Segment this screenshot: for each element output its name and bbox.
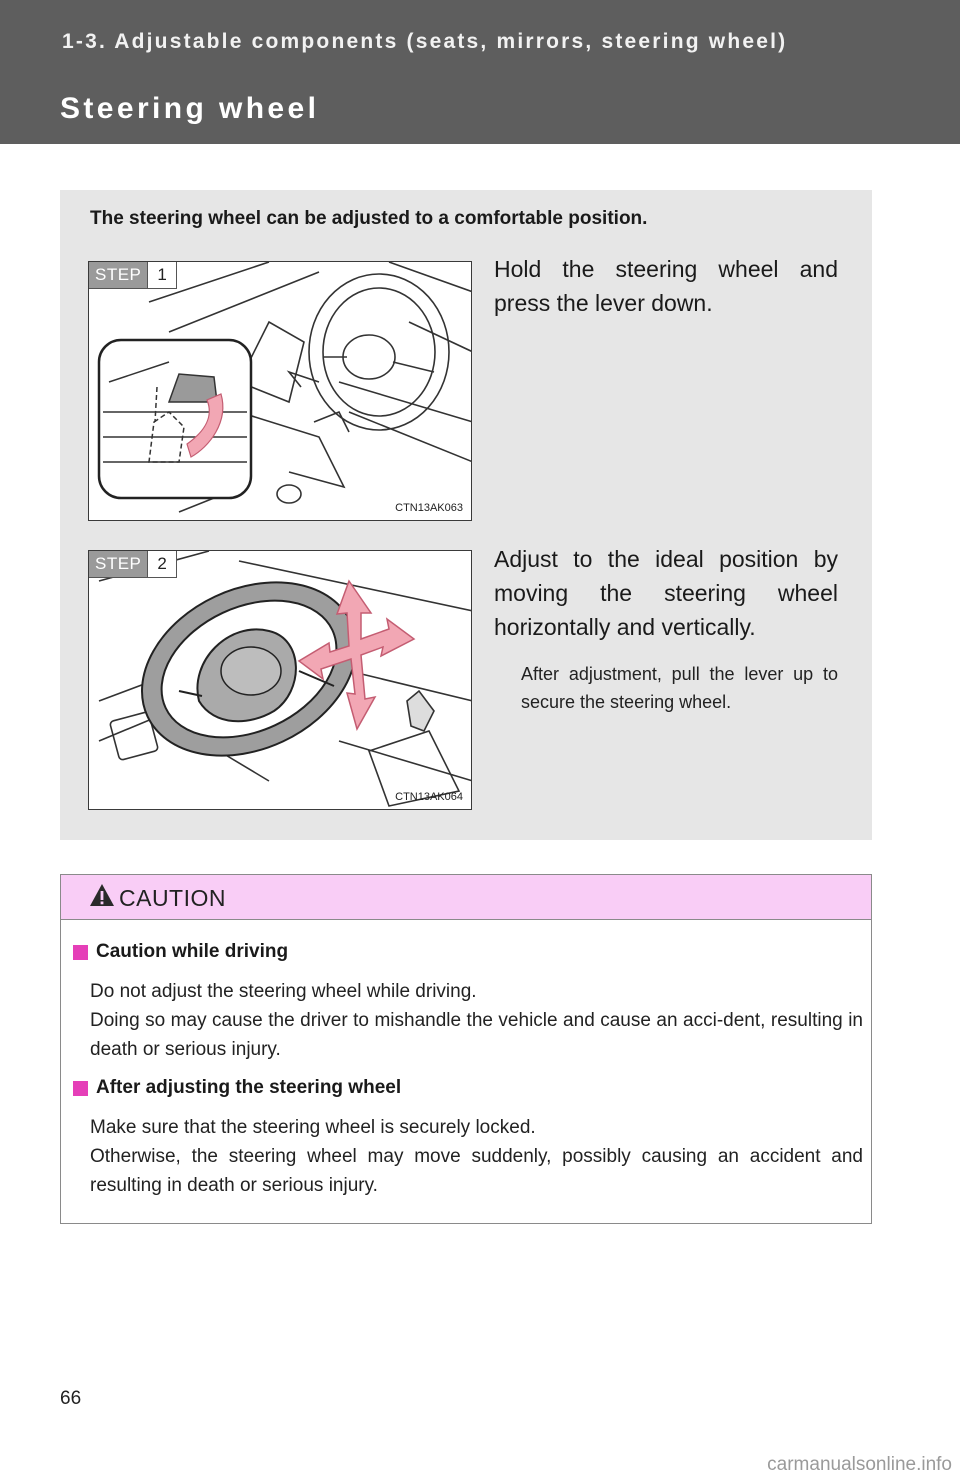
- step-number: 1: [147, 262, 175, 288]
- caution-item: [73, 941, 863, 1064]
- step-label: STEP: [89, 262, 147, 288]
- intro-text: The steering wheel can be adjusted to a comfortable position.: [90, 208, 648, 229]
- caution-item-heading-text: After adjusting the steering wheel: [96, 1077, 402, 1098]
- page-header: [0, 0, 960, 144]
- step-badge: [89, 551, 177, 578]
- step-2-illustration: [88, 550, 472, 810]
- figure-code: CTN13AK064: [395, 791, 463, 803]
- caution-title: CAUTION: [119, 885, 226, 911]
- caution-item-heading-text: Caution while driving: [96, 941, 289, 962]
- bullet-square-icon: [73, 1081, 88, 1096]
- step-number: 2: [147, 551, 175, 577]
- figure-code: CTN13AK063: [395, 502, 463, 514]
- step-1-text: Hold the steering wheel and press the lever down.: [494, 256, 838, 316]
- caution-header: [61, 875, 871, 920]
- watermark: carmanualsonline.info: [767, 1454, 952, 1475]
- section-label: 1-3. Adjustable components (seats, mirrors, steering wheel): [62, 30, 788, 53]
- caution-item-body: Do not adjust the steering wheel while driving. Doing so may cause the driver to mishandle the vehicle and cause an acci-dent, resulting in death or serious injury.: [90, 981, 863, 1060]
- bullet-square-icon: [73, 945, 88, 960]
- step-2-note: After adjustment, pull the lever up to secure the steering wheel.: [521, 664, 838, 712]
- page-number: 66: [60, 1388, 82, 1409]
- step-2-text: Adjust to the ideal position by moving the steering wheel horizontally and vertically.: [494, 546, 838, 640]
- caution-item-heading: [73, 941, 863, 963]
- caution-item-body: Make sure that the steering wheel is securely locked. Otherwise, the steering wheel may move suddenly, possibly causing an accident and resulting in death or serious injury.: [90, 1117, 863, 1196]
- caution-item: [73, 1077, 863, 1200]
- step-badge: [89, 262, 177, 289]
- step-label: STEP: [89, 551, 147, 577]
- steering-adjust-illustration: [89, 551, 472, 810]
- caution-box: [60, 874, 872, 1224]
- steering-lever-illustration: [89, 262, 472, 521]
- step-1-illustration: [88, 261, 472, 521]
- caution-item-heading: [73, 1077, 863, 1099]
- page-title: Steering wheel: [60, 92, 320, 125]
- warning-icon: [89, 883, 115, 907]
